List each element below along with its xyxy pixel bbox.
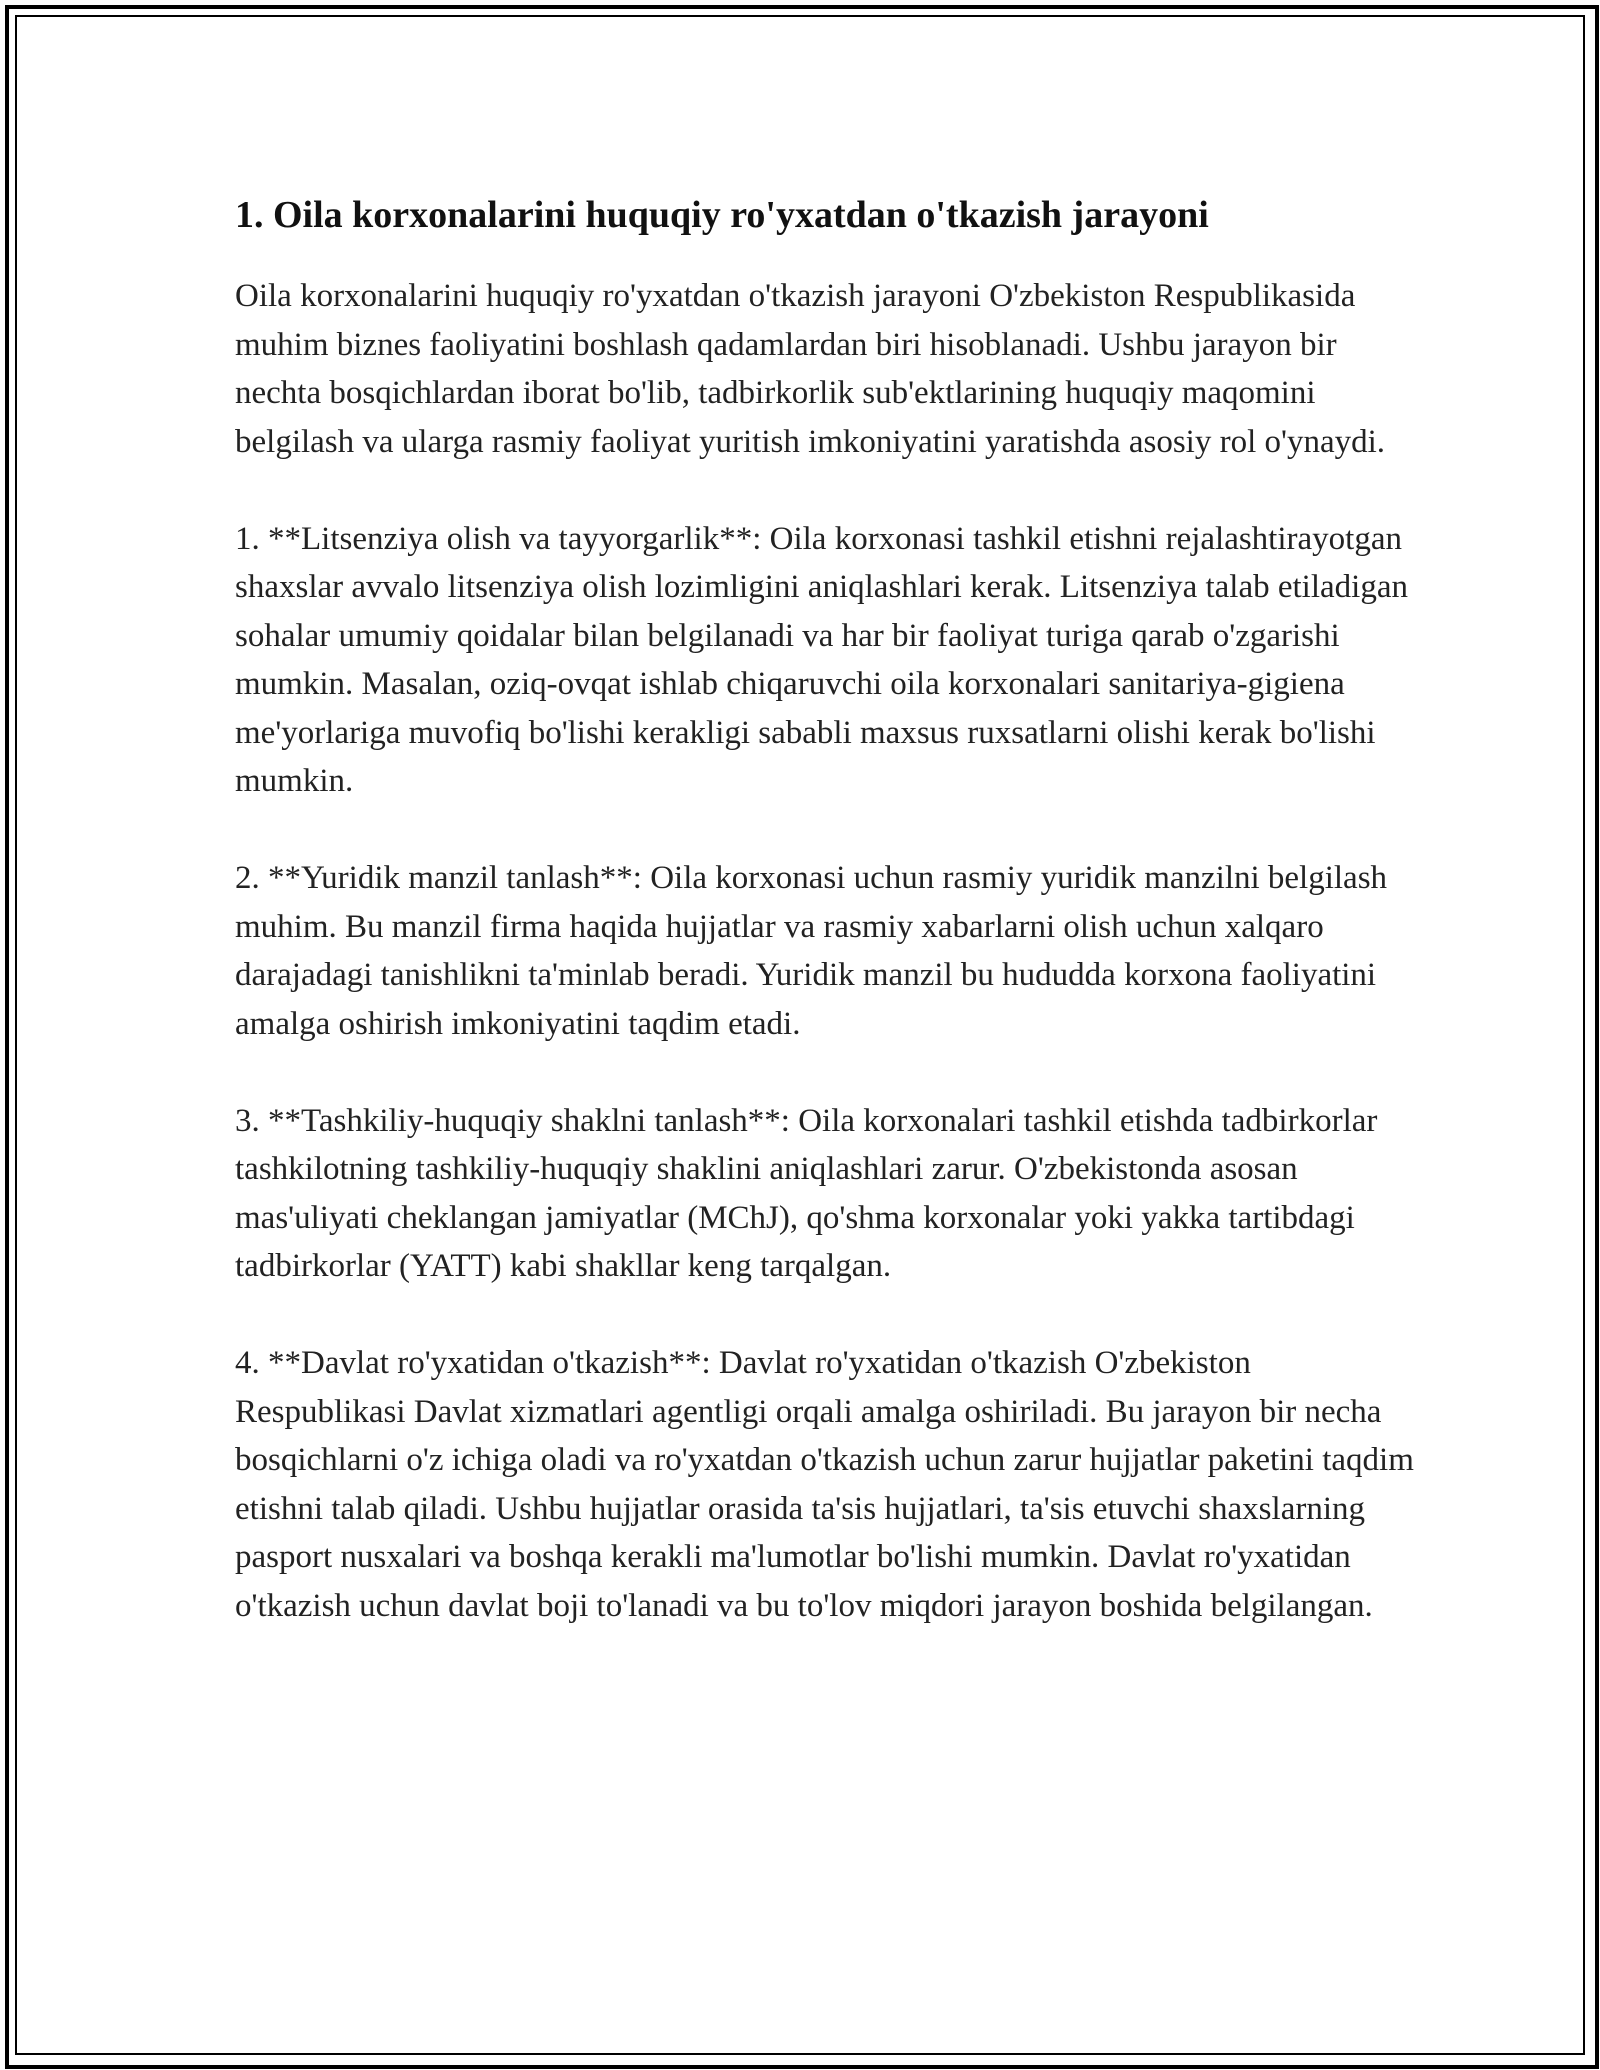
licensing-paragraph: 1. **Litsenziya olish va tayyorgarlik**: Oila korxonasi tashkil etishni rejalashtirayotgan shaxslar avvalo litsenziya olish lozimligini aniqlashlari kerak. Litsenziya talab etiladigan sohalar umumiy qoidalar bilan belgilanadi va har bir faoliyat turiga qarab o'zgarishi mumkin. Masalan, oziq-ovqat ishlab chiqaruvchi oila korxonalari sanitariya-gigiena me'yorlariga muvofiq bo'lishi kerakligi sababli maxsus ruxsatlarni olishi kerak bo'lishi mumkin. [235,520,1408,799]
legal-form-paragraph: 3. **Tashkiliy-huquqiy shaklni tanlash**: Oila korxonalari tashkil etishda tadbirkorlar tashkilotning tashkiliy-huquqiy shaklini aniqlashlari zarur. O'zbekistonda asosan mas'uliyati cheklangan jamiyatlar (MChJ), qo'shma korxonalar yoki yakka tartibdagi tadbirkorlar (YATT) kabi shakllar keng tarqalgan. [235,1102,1378,1284]
legal-address-paragraph: 2. **Yuridik manzil tanlash**: Oila korxonasi uchun rasmiy yuridik manzilni belgilash muhim. Bu manzil firma haqida hujjatlar va rasmiy xabarlarni olish uchun xalqaro darajadagi tanishlikni ta'minlab beradi. Yuridik manzil bu hududda korxona faoliyatini amalga oshirish imkoniyatini taqdim etadi. [235,860,1388,1042]
page-title: 1. Oila korxonalarini huquqiy ro'yxatdan o'tkazish jarayoni [235,194,1209,236]
state-registration-paragraph: 4. **Davlat ro'yxatidan o'tkazish**: Davlat ro'yxatidan o'tkazish O'zbekiston Respublikasi Davlat xizmatlari agentligi orqali amalga oshiriladi. Bu jarayon bir necha bosqichlarni o'z ichiga oladi va ro'yxatdan o'tkazish uchun zarur hujjatlar paketini taqdim etishni talab qiladi. Ushbu hujjatlar orasida ta'sis hujjatlari, ta'sis etuvchi shaxslarning pasport nusxalari va boshqa kerakli ma'lumotlar bo'lishi mumkin. Davlat ro'yxatidan o'tkazish uchun davlat boji to'lanadi va bu to'lov miqdori jarayon boshida belgilangan. [235,1345,1414,1624]
document-body [235,184,1415,1679]
intro-paragraph: Oila korxonalarini huquqiy ro'yxatdan o'tkazish jarayoni O'zbekiston Respublikasida muhim biznes faoliyatini boshlash qadamlardan biri hisoblanadi. Ushbu jarayon bir nechta bosqichlardan iborat bo'lib, tadbirkorlik sub'ektlarining huquqiy maqomini belgilash va ularga rasmiy faoliyat yuritish imkoniyatini yaratishda asosiy rol o'ynaydi. [235,278,1386,460]
